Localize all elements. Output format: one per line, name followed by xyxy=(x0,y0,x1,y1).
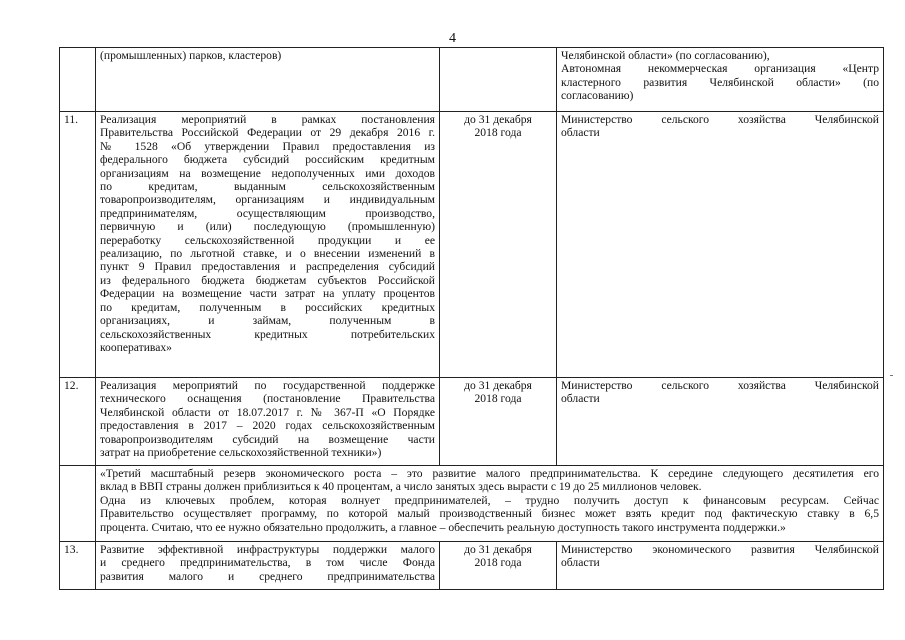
action-line: Реализация мероприятий в рамках постановления xyxy=(100,113,435,126)
quote-line: вклад в ВВП страны должен приблизиться к 40 процентам, а число занятых здесь вырасти с 19 до 25 миллионов человек. xyxy=(100,480,702,494)
responsible-line: области xyxy=(561,556,600,570)
row-number-cell xyxy=(60,466,96,542)
term-line: до 31 декабря xyxy=(464,379,532,392)
action-line: из федерального бюджета бюджетам субъектов Российской xyxy=(100,273,435,287)
quote-line: Правительство осуществляет программу, по которой малый производственный бизнес может взять кредит под фактическую ставку в 6,5 xyxy=(100,507,879,521)
term-cell xyxy=(440,542,557,590)
responsible-cell xyxy=(557,378,884,466)
responsible-cell xyxy=(557,542,884,590)
table-row-quote xyxy=(60,466,884,542)
action-line: по кредитам, полученным в российских кредитных xyxy=(100,300,435,314)
action-line: организациях, и займам, полученным в xyxy=(100,314,435,328)
action-text: (промышленных) парков, кластеров) xyxy=(100,49,282,62)
action-cell xyxy=(96,48,440,112)
responsible-line: Министерство сельского хозяйства Челябинской xyxy=(561,113,879,126)
term-line: до 31 декабря xyxy=(464,543,532,556)
quote-line: процента. Считаю, что ее нужно обязательно продолжить, а главное – обеспечить реальную доступность такого инструмента поддержки.» xyxy=(100,520,786,534)
action-line: и среднего предпринимательства, в том числе Фонда xyxy=(100,556,435,570)
action-line: по кредитам, выданным сельскохозяйственным xyxy=(100,180,435,194)
action-line: Реализация мероприятий по государственной поддержке xyxy=(100,379,435,392)
action-line: № 1528 «Об утверждении Правил предоставления из xyxy=(100,139,435,153)
action-line: Челябинской области от 18.07.2017 г. № 367-П «О Порядке xyxy=(100,405,435,419)
row-number-cell: 12. xyxy=(60,378,96,466)
table-row-continuation xyxy=(60,48,884,112)
quote-line: Одна из ключевых проблем, которая волнует предпринимателей, – трудно получить доступ к финансовым ресурсам. Сейчас xyxy=(100,493,879,507)
margin-mark xyxy=(890,375,893,376)
term-line: 2018 года xyxy=(474,126,522,140)
responsible-line: области xyxy=(561,392,600,406)
row-number-cell xyxy=(60,48,96,112)
action-line: Правительства Российской Федерации от 29 декабря 2016 г. xyxy=(100,126,435,140)
table-row-13 xyxy=(60,542,884,590)
action-line: организациям на возмещение недополученных ими доходов xyxy=(100,166,435,180)
quote-cell xyxy=(96,466,884,542)
action-line: Федерации на возмещение части затрат на уплату процентов xyxy=(100,287,435,301)
measures-table xyxy=(59,47,884,590)
page-number: 4 xyxy=(449,31,456,46)
action-line: предоставления в 2017 – 2020 годах сельскохозяйственным xyxy=(100,419,435,433)
responsible-line: согласованию) xyxy=(561,89,634,103)
action-line: федерального бюджета субсидий российским кредитным xyxy=(100,153,435,167)
row-number-cell: 11. xyxy=(60,112,96,378)
action-line: затрат на приобретение сельскохозяйственной техники») xyxy=(100,446,382,460)
action-cell xyxy=(96,378,440,466)
term-line: 2018 года xyxy=(474,392,522,406)
term-cell xyxy=(440,48,557,112)
action-line: переработку сельскохозяйственной продукции и ее xyxy=(100,233,435,247)
responsible-line: области xyxy=(561,126,600,140)
action-line: товаропроизводителям субсидий на возмещение части xyxy=(100,432,435,446)
responsible-line: кластерного развития Челябинской области» (по xyxy=(561,75,879,89)
table-row-11 xyxy=(60,112,884,378)
term-line: до 31 декабря xyxy=(464,113,532,126)
term-cell xyxy=(440,112,557,378)
action-line: Развитие эффективной инфраструктуры поддержки малого xyxy=(100,543,435,556)
responsible-line: Челябинской области» (по согласованию), xyxy=(561,49,770,62)
term-cell xyxy=(440,378,557,466)
action-line: предпринимателям, осуществляющим производство, xyxy=(100,206,435,220)
action-line: технического оснащения (постановление Правительства xyxy=(100,392,435,406)
responsible-line: Министерство экономического развития Челябинской xyxy=(561,543,879,556)
action-line: сельскохозяйственных кредитных потребительских xyxy=(100,327,435,341)
responsible-line: Министерство сельского хозяйства Челябинской xyxy=(561,379,879,392)
action-line: товаропроизводителям, организациям и индивидуальным xyxy=(100,193,435,207)
responsible-line: Автономная некоммерческая организация «Центр xyxy=(561,62,879,76)
row-number-cell: 13. xyxy=(60,542,96,590)
action-cell xyxy=(96,542,440,590)
action-line: первичную и (или) последующую (промышленную) xyxy=(100,220,435,234)
action-line: реализацию, по льготной ставке, и о внесении изменений в xyxy=(100,247,435,261)
action-cell xyxy=(96,112,440,378)
responsible-cell xyxy=(557,112,884,378)
action-line: кооперативах» xyxy=(100,340,172,354)
quote-line: «Третий масштабный резерв экономического роста – это развитие малого предпринимательства. К середине следующего десятилетия его xyxy=(100,467,879,480)
term-line: 2018 года xyxy=(474,556,522,570)
action-line: пункт 9 Правил предоставления и распределения субсидий xyxy=(100,260,435,274)
responsible-cell xyxy=(557,48,884,112)
action-line: развития малого и среднего предпринимательства xyxy=(100,569,435,583)
table-row-12 xyxy=(60,378,884,466)
